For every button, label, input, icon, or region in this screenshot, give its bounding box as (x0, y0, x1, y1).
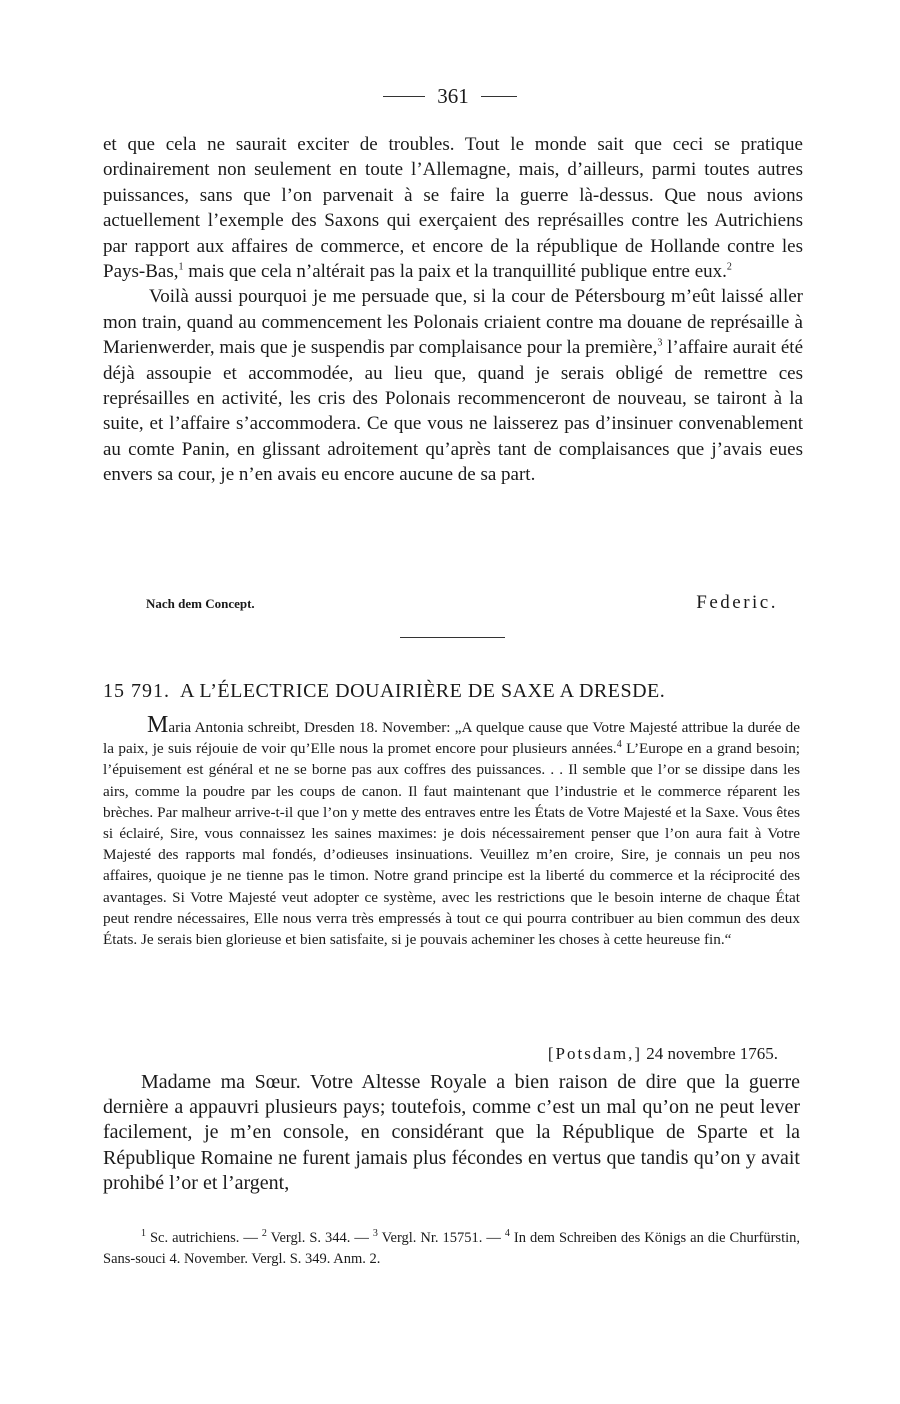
paragraph-2-text: Voilà aussi pourquoi je me persuade que, si la cour de Pétersbourg m’eût laissé aller mon train, quand au commencement les Polonais criaient contre ma douane de représaille à Marienwerder, mais que je suspendis par complaisance pour la première, (103, 286, 803, 359)
header-rule-right (481, 96, 517, 97)
paragraph-1-text: et que cela ne saurait exciter de troubles. Tout le monde sait que ceci se pratique ordinairement non seulement en toute l’Allemagne, mais, d’ailleurs, parmi toutes autres puissances, sans que l’on parvenait à se faire la guerre là-dessus. Que nous avions actuellement l’exemple des Saxons qui exerçaient des représailles contre les Autrichiens par rapport aux affaires de commerce, et encore de la république de Hollande contre les Pays-Bas, (103, 134, 803, 283)
signature: Federic. (696, 592, 778, 613)
continuation-text (103, 132, 803, 488)
footnote-2-text: Vergl. S. 344. (266, 1230, 351, 1246)
footnote-1 (141, 1230, 239, 1246)
footnote-ref-2[interactable]: 2 (726, 261, 732, 273)
paragraph-1 (103, 132, 803, 284)
footnote-1-mark: 1 (141, 1228, 146, 1240)
incoming-text-cont: L’Europe en a grand besoin; l’épuisement est général et ne se borne pas aux coffres des puissances. . . Il semble que l’or se dissipe dans les airs, comme la poudre par les coups de canon. Il faut maintenant que l’industrie et le commerce réparent les brèches. Par malheur arrive-t-il que l’on y mette des entraves entre les États de Votre Majesté et la Saxe. Vous êtes si éclairé, Sire, vous connaissez les saines maximes: je dois nécessairement penser que l’on aura fait à Votre Majesté des rapports mal fondés, d’odieuses insinuations. Veuillez m’en croire, Sire, je connais un peu nos affaires, quoique je ne tienne pas le timon. Notre grand principe est la liberté du commerce et la réciprocité des avantages. Si Votre Majesté veut adopter ce système, avec les restrictions que le besoin interne de chaque État peut rendre nécessaires, Elle nous verra très empressés à tout ce qui pourra contribuer au bien commun des deux États. Je serais bien glorieuse et bien satisfaite, si je pouvais acheminer les choses à cette heureuse fin.“ (103, 740, 801, 949)
date-place: [Potsdam,] (547, 1044, 643, 1063)
paragraph-2 (103, 284, 803, 487)
date-text: 24 novembre 1765. (642, 1044, 778, 1063)
page-number: 361 (437, 83, 469, 108)
incoming-text: aria Antonia schreibt, Dresden 18. November: „A quelque cause que Votre Majesté attribue la durée de la paix, je suis réjouie de voir qu’Elle nous la promet encore pour plusieurs années. (103, 719, 800, 758)
footnotes (103, 1228, 800, 1269)
letter-title: A L’ÉLECTRICE DOUAIRIÈRE DE SAXE A DRESDE. (180, 680, 666, 702)
footnote-separator: — (239, 1230, 262, 1246)
dateline (548, 1044, 778, 1064)
footnote-2-mark: 2 (261, 1228, 267, 1240)
letter-body: Madame ma Sœur. Votre Altesse Royale a bien raison de dire que la guerre dernière a appauvri plusieurs pays; toutefois, comme c’est un mal qu’on ne peut lever facilement, je m’en console, en considérant que la République de Sparte et la République Romaine ne furent jamais plus fécondes en vertus que tandis qu’on y avait prohibé l’or et l’argent, (103, 1071, 800, 1194)
signature-row (146, 592, 778, 614)
footnote-3-mark: 3 (372, 1228, 378, 1240)
incoming-letter-summary (103, 712, 801, 950)
footnote-3 (373, 1230, 483, 1246)
footnote-1-text: Sc. autrichiens. (146, 1230, 240, 1246)
paragraph-2-text-cont: l’affaire aurait été déjà assoupie et accommodée, au lieu que, quand je serais obligé de remettre ces représailles en activité, les cris des Polonais recommenceront de nouveau, se tairont à la suite, et l’affaire s’accommodera. Ce que vous ne laisserez pas d’insinuer convenablement au comte Panin, en glissant adroitement qu’après tant de complaisances que j’avais eues envers sa cour, je n’en avais eu encore aucune de sa part. (103, 337, 803, 486)
header-rule-left (383, 96, 425, 97)
footnote-3-text: Vergl. Nr. 15751. (377, 1230, 483, 1246)
footnote-ref-4[interactable]: 4 (616, 739, 622, 751)
page-header (0, 82, 900, 110)
footnote-2 (262, 1230, 351, 1246)
footnote-ref-1[interactable]: 1 (178, 261, 184, 273)
footnote-separator: — (350, 1230, 373, 1246)
footnote-4-text: In dem Schreiben des Königs an die Churfürstin, Sans-souci 4. November. Vergl. S. 349. Anm. 2. (103, 1230, 801, 1267)
section-divider (400, 637, 505, 638)
footnote-ref-3[interactable]: 3 (657, 337, 663, 349)
letter-heading (103, 680, 803, 703)
footnote-separator: — (482, 1230, 505, 1246)
paragraph-1-text-cont: mais que cela n’altérait pas la paix et la tranquillité publique entre eux. (183, 261, 727, 283)
footnote-4-mark: 4 (504, 1228, 510, 1240)
source-note: Nach dem Concept. (146, 596, 255, 611)
letter-number: 15 791. (103, 680, 170, 702)
drop-initial: M (147, 712, 169, 738)
